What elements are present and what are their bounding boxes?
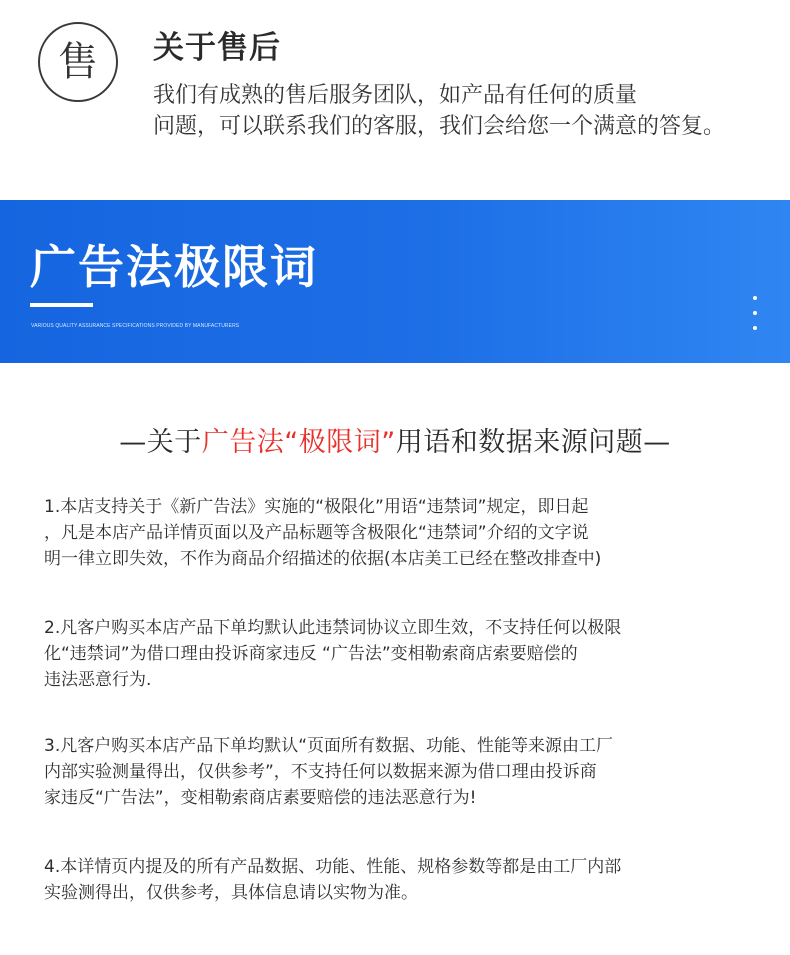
after-sales-description	[153, 80, 773, 142]
more-vertical-icon[interactable]	[748, 296, 762, 330]
notice-paragraph-1	[44, 494, 744, 572]
banner-title: 广告法极限词	[30, 240, 318, 294]
paragraph-line: 家违反“广告法”，变相勒索商店素要赔偿的违法恶意行为!	[44, 788, 477, 808]
notice-heading-suffix: 用语和数据来源问题—	[395, 427, 671, 458]
notice-heading-highlight: 广告法“极限词”	[201, 427, 396, 458]
notice-paragraph-3	[44, 733, 744, 811]
paragraph-line: 明一律立即失效，不作为商品介绍描述的依据(本店美工已经在整改排查中)	[44, 549, 602, 569]
dot	[753, 326, 757, 330]
paragraph-line: 实验测得出，仅供参考，具体信息请以实物为准。	[44, 883, 418, 903]
banner-underline	[30, 303, 93, 307]
paragraph-line: 违法恶意行为.	[44, 670, 152, 690]
after-sales-badge-icon	[38, 22, 118, 102]
ad-law-banner	[0, 200, 790, 363]
notice-paragraph-2	[44, 615, 744, 693]
dot	[753, 311, 757, 315]
paragraph-line: 4.本详情页内提及的所有产品数据、功能、性能、规格参数等都是由工厂内部	[44, 857, 622, 877]
paragraph-line: 内部实验测量得出，仅供参考”，不支持任何以数据来源为借口理由投诉商	[44, 762, 597, 782]
notice-paragraph-4	[44, 854, 744, 906]
paragraph-line: 2.凡客户购买本店产品下单均默认此违禁词协议立即生效，不支持任何以极限	[44, 618, 622, 638]
notice-heading-prefix: —关于	[119, 427, 202, 458]
paragraph-line: 化“违禁词”为借口理由投诉商家违反 “广告法”变相勒索商店索要赔偿的	[44, 644, 578, 664]
paragraph-line: ，凡是本店产品详情页面以及产品标题等含极限化“违禁词”介绍的文字说	[44, 523, 589, 543]
banner-subtitle: VARIOUS QUALITY ASSURANCE SPECIFICATIONS PROVIDED BY MANUFACTURERS	[31, 323, 240, 329]
paragraph-line: 3.凡客户购买本店产品下单均默认“页面所有数据、功能、性能等来源由工厂	[44, 736, 614, 756]
paragraph-line: 1.本店支持关于《新广告法》实施的“极限化”用语“违禁词”规定，即日起	[44, 497, 589, 517]
dot	[753, 296, 757, 300]
badge-character: 售	[58, 39, 98, 85]
after-sales-title: 关于售后	[153, 30, 281, 66]
notice-heading	[0, 420, 790, 459]
after-sales-line: 问题，可以联系我们的客服，我们会给您一个满意的答复。	[153, 114, 726, 139]
after-sales-section	[0, 0, 790, 200]
after-sales-line: 我们有成熟的售后服务团队，如产品有任何的质量	[153, 83, 638, 108]
